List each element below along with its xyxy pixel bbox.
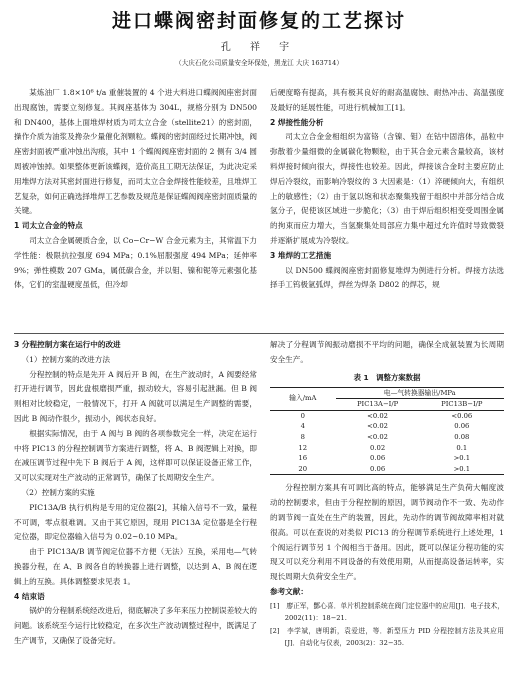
article-title: 进口蝶阀密封面修复的工艺探讨 (111, 10, 406, 32)
reference-item: [1] 廖正军，酆心喜．单片机控制系统在阀门定位器中的应用[J]．电子技术，2002(11)：18−21. (270, 601, 504, 623)
reference-list (270, 600, 504, 650)
lower-left-column (14, 338, 257, 649)
section-heading-1: 1 司太立合金的特点 (14, 221, 83, 231)
table-cell: 0.1 (456, 443, 468, 452)
discussion-paragraph: 分程控制方案具有可调比高的特点，能够满足生产负荷大幅度波动的控制要求，但由于分程控制的原因，调节阀动作不一致、先动作的调节阀一直处在生产的装置，因此，先动作的调节阀故障率相对就很高。可以在查说的对类似 PIC13 的分程调节系统进行上述处理，1 个阀运行调节另 1 个阀相当于备用。因此，既可以保证分程功能的实现又可以充分利用不同设备的有效使用期，从而提高设备运转率，实现长周期大负荷安全生产。 (270, 483, 504, 582)
table-caption: 表 1 调整方案数据 (353, 372, 421, 382)
adjustment-paragraph: 根据实际情况，由于 A 阀与 B 阀的各项参数完全一样，决定在运行中将 PIC13 的分程控制调节方案进行调整，将 A、B 阀逻辑上对换，即在减压调节过程中先下 B 阀后于 A 阀，这样即可以保证设备正常工作，又可以实现对生产波动的正常调节，确保了长周期安全生产。 (14, 428, 257, 483)
table-cell: <0.02 (367, 411, 388, 420)
author-name: 孔 祥 宇 (220, 42, 298, 53)
table-row (270, 421, 504, 432)
converter-paragraph: 由于 PIC13A/B 调节阀定位器不方便（无法）互换，采用电—气转换器分程，在 A、B 阀各自的转换器上进行调整，以达到 A、B 阀在逻辑上的互换。具体调整要求见表 1。 (14, 547, 257, 586)
table-cell: <0.02 (367, 422, 388, 431)
table-cell: 0.06 (370, 454, 386, 463)
table-cell: 0.06 (336, 464, 420, 475)
welding-process-paragraph: 以 DN500 蝶阀阀座密封面修复堆焊为例进行分析。焊接方法选择手工钨极氩弧焊，焊丝为焊条 D802 的焊芯，规 (270, 265, 504, 290)
table-cell: >0.1 (453, 454, 471, 463)
upper-right-column (270, 86, 504, 293)
section-heading-2: 2 焊接性能分析 (270, 117, 324, 127)
table-row (270, 464, 504, 475)
table-cell: 0.02 (370, 443, 386, 452)
adjustment-data-table (270, 387, 504, 476)
positioner-paragraph: PIC13A/B 执行机构是专用的定位器[2]，其输入信号不一致，量程不可调，零点很难调。又由于其它原因，现用 PIC13A 定位器是全行程定位器，即定位器输入信号为 0.02~0.10 MPa。 (14, 502, 257, 542)
table-row (270, 432, 504, 443)
table-header-output-group: 电—气转换器输出/MPa (336, 387, 504, 399)
table-cell: 12 (298, 443, 308, 452)
table-cell: 0 (300, 411, 305, 420)
continued-paragraph: 后硬度略有提高，具有极其良好的耐高温腐蚀、耐热冲击、高温强度及最好的延展性能，可进行机械加工[1]。 (270, 88, 504, 112)
weldability-paragraph: 司太立合金金相组织为富铬（含镍、钼）在钴中固溶体，晶粒中弥散着少量细微的金属碳化物颗粒，由于其合金元素含量较高，该材料焊接时倾向很大，焊接性也较差。因此，焊接该合金时主要应防止焊后冷裂纹，而影响冷裂纹的 3 大因素是：（1）淬硬倾向大，有组织上的敏感性；（2）由于氢以饱和状态聚集残留于组织中并部分结合成氢分子，促使该区域进一步脆化；（3）由于焊后组织相变受周围金属的拘束而应力增大，当氢聚集处局部应力集中超过允许值时导致微裂并逐渐扩展成为冷裂纹。 (270, 132, 504, 245)
table-row (270, 443, 504, 454)
table-header-input: 输入/mA (270, 387, 336, 410)
upper-left-column (14, 86, 257, 293)
table-cell: 4 (300, 422, 305, 431)
conclusion-paragraph: 锅炉的分程制系统经改进后，彻底解决了多年来压力控制误差较大的问题。该系统至今运行比较稳定，在多次生产波动调整过程中，既满足了生产调节，又确保了设备完好。 (14, 606, 257, 645)
lower-right-column (270, 338, 504, 649)
section-heading-3: 3 堆焊的工艺措施 (270, 250, 332, 260)
table-header-pic13a: PIC13A−I/P (336, 399, 420, 411)
table-cell: <0.02 (367, 432, 388, 441)
table-cell: 16 (298, 454, 308, 463)
references-heading: 参考文献： (270, 586, 308, 596)
table-header-pic13b: PIC13B−I/P (420, 399, 504, 411)
table-row (270, 453, 504, 464)
subheading-implementation: （2）控制方案的实施 (21, 487, 95, 497)
reference-item: [2] 李学斌，唐明新，袁爱进，等．新型压力 PID 分程控制方法及其应用[J]．自动化与仪表，2003(2)：32−35. (270, 626, 504, 647)
section-heading-conclusion: 4 结束语 (14, 591, 45, 601)
table-cell: 0.06 (454, 422, 470, 431)
continued-conclusion-paragraph: 解决了分程调节阀振动磨损不平均的问题，确保全成氨装置为长周期安全生产。 (270, 340, 504, 364)
section-heading-lower-3: 3 分程控制方案在运行中的改进 (14, 340, 121, 349)
alloy-properties-paragraph: 司太立合金属硬质合金，以 Co−Cr−W 合金元素为主，其常温下力学性能：极限抗拉强度 694 MPa；0.1%屈服强度 494 MPa；延伸率 9%；弹性模数 207 GMa，属低碳合金，并以钼、镍和铌等元素强化基体，它们的室温硬度虽低，但冷却 (14, 235, 257, 290)
subheading-improvement-method: （1）控制方案的改进方法 (21, 354, 110, 364)
intro-paragraph: 某炼油厂 1.8×10⁶ t/a 重催装置的 4 个进大料进口蝶阀阀座密封面出现腐蚀，需要立刻修复。其阀座基体为 304L，规格分别为 DN500 和 DN400，基体上面堆焊材质为司太立合金（stellite21）的密封面，操作介质为油浆及搀杂少量催化剂颗粒。蝶阀的密封面经过长期冲蚀，阀座密封面被严重冲蚀出沟痕，其中 1 个蝶阀阀座密封面的 2 侧有 3/4 圆周被冲蚀掉。如果整体更新该蝶阀，造价高且工期无法保证，为此决定采用堆焊方法对其密封面进行修复，而司太立合金焊接性能较差，且堆焊工艺复杂，如何正确选择堆焊工艺参数及规范是保证蝶阀阀座密封面质量的关键。 (14, 88, 257, 216)
table-cell: 0.08 (454, 432, 470, 441)
author-affiliation: （大庆石化公司质量安全环保处，黑龙江 大庆 163714） (175, 59, 343, 67)
table-cell: >0.1 (420, 464, 504, 475)
split-range-paragraph: 分程控制的特点是先开 A 阀后开 B 阀，在生产波动时，A 阀要经常打开进行调节，因此盘根磨损严重，振动较大，容易引起泄漏。但 B 阀则相对比较稳定，一般情况下，打开 A 阀就可以满足生产调整的需要，因此 B 阀动作很少，振动小，阀状态良好。 (14, 369, 257, 423)
table-cell: <0.06 (451, 411, 473, 420)
table-cell: 20 (270, 464, 336, 475)
section-divider (14, 333, 504, 334)
table-row (270, 410, 504, 421)
table-cell: 8 (300, 432, 305, 441)
